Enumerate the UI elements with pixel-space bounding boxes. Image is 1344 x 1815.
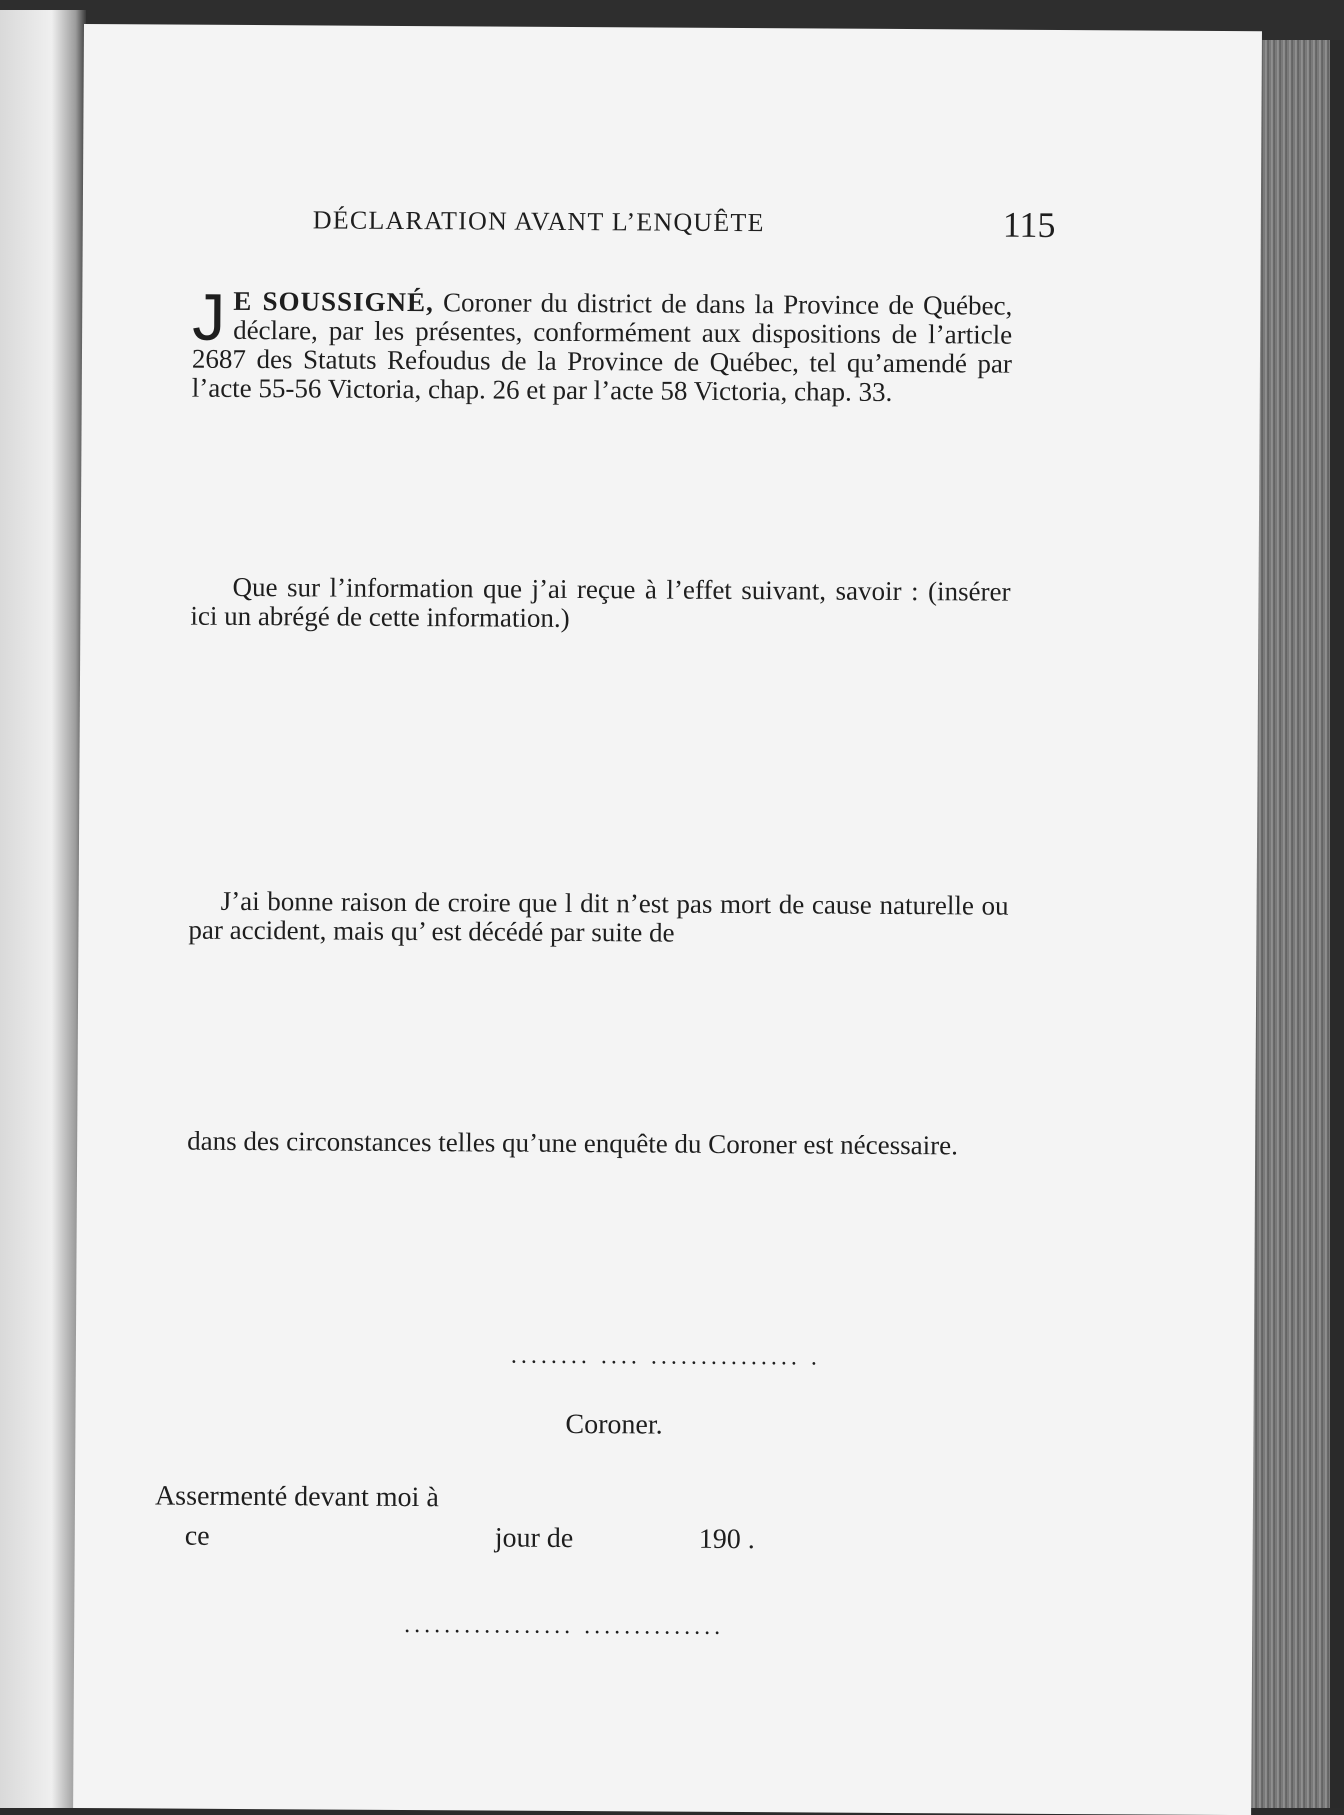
paragraph-information: Que sur l’information que j’ai reçue à l’effet suivant, savoir : (insérer ici un abrégé de cette information.) <box>190 571 1011 633</box>
paragraph-circumstances: dans des circonstances telles qu’une enquête du Coroner est nécessaire. <box>187 1125 958 1161</box>
signature-line: ........ .... ............... . <box>510 1342 821 1371</box>
date-line <box>185 1521 905 1561</box>
date-jour-de: jour de <box>494 1522 574 1555</box>
book-page <box>73 24 1262 1815</box>
lead-in: E SOUSSIGNÉ, <box>233 285 434 318</box>
date-year: 190 . <box>698 1523 755 1556</box>
sworn-statement: Assermenté devant moi à <box>154 1480 439 1514</box>
drop-cap: J <box>191 279 226 354</box>
signature-role: Coroner. <box>565 1408 663 1441</box>
facing-page-edge <box>0 10 86 1808</box>
page-number: 115 <box>1002 204 1056 245</box>
paragraph-reason: J’ai bonne raison de croire que l dit n’est pas mort de cause naturelle ou par accident, mais qu’ est décédé par suite de <box>188 885 1009 948</box>
witness-signature-line: ................. .............. <box>404 1611 725 1640</box>
date-ce: ce <box>184 1520 210 1552</box>
running-title: DÉCLARATION AVANT L’ENQUÊTE <box>312 205 765 238</box>
declaration-text: Coroner du district de dans la Province de Québec, déclare, par les présentes, conformément aux dispositions de l’article 2687 des Statuts Refoudus de la Province de Québec, tel qu’amendé par l’acte 55-56 Victoria, chap. 26 et par l’acte 58 Victoria, chap. 33. <box>191 287 1013 407</box>
page-header <box>312 204 1113 245</box>
paragraph-declaration <box>191 279 1013 408</box>
